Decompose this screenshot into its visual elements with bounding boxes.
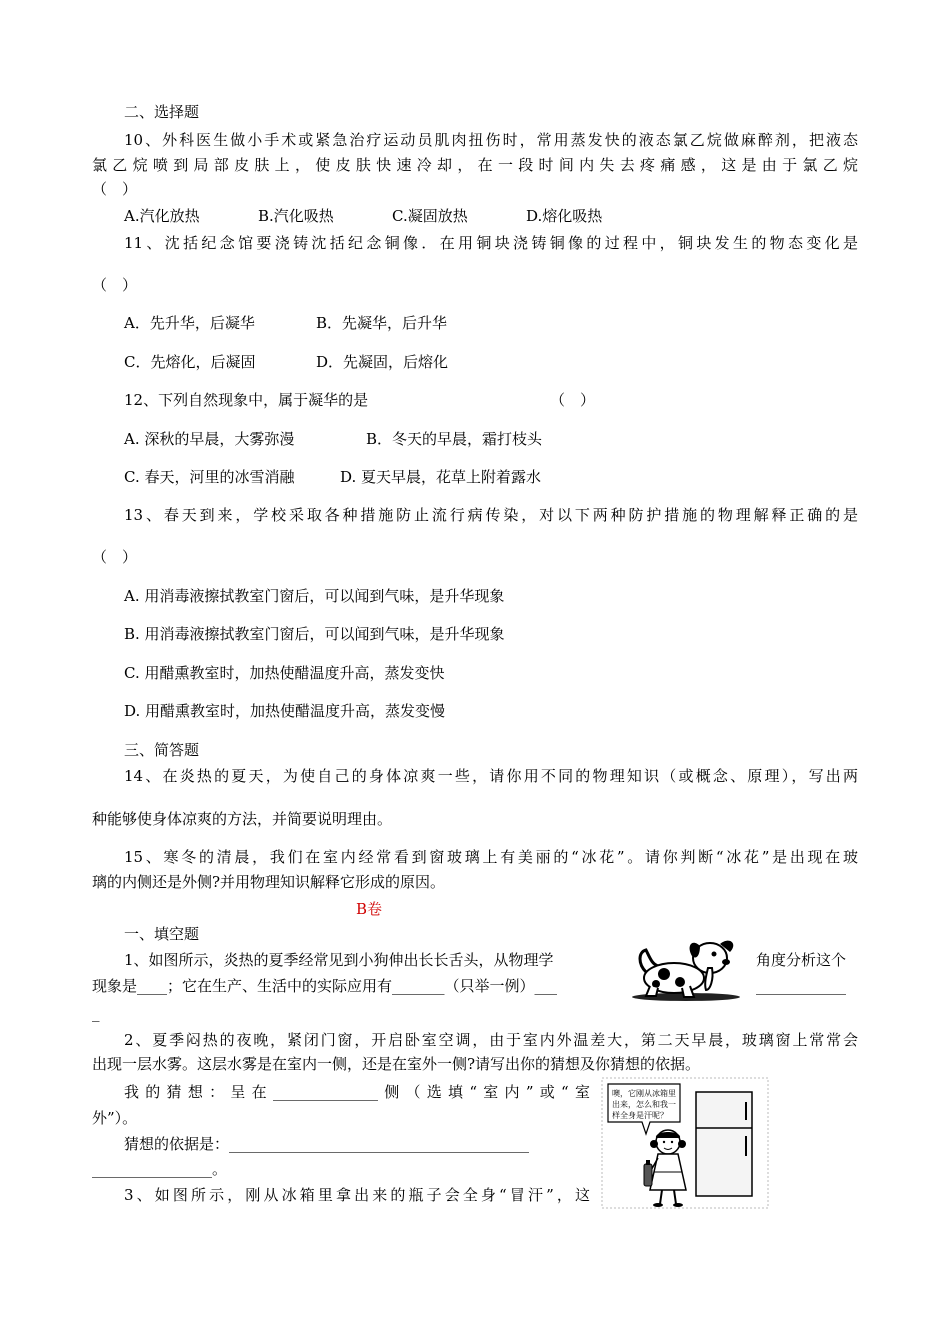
b2-line2: 出现一层水雾。这层水雾是在室内一侧，还是在室外一侧?请写出你的猜想及你猜想的依据。 (92, 1055, 701, 1073)
bubble-line-2: 出来，怎么和我一 (612, 1100, 676, 1109)
b1-line2: 现象是____；它在生产、生活中的实际应用有_______（只举一例）___ (92, 977, 558, 995)
q10-option-a: A.汽化放热 (124, 207, 200, 225)
q13-line1: 13、春天到来，学校采取各种措施防止流行病传染，对以下两种防护措施的物理解释正确的是 (124, 506, 858, 524)
q12-option-a: A. 深秋的早晨，大雾弥漫 (124, 430, 295, 448)
q12-paren: （ ） (550, 391, 596, 409)
q10-line2: 氯乙烷喷到局部皮肤上，使皮肤快速冷却，在一段时间内失去疼痛感，这是由于氯乙烷 (92, 156, 858, 174)
q13-paren: （ ） (92, 548, 138, 566)
q11-paren: （ ） (92, 276, 138, 294)
b2-basis-line2: ________________。 (92, 1160, 228, 1178)
b-section-1-title: 一、填空题 (124, 925, 200, 943)
q13-option-b: B. 用消毒液擦拭教室门窗后，可以闻到气味，是升华现象 (124, 625, 505, 643)
q10-option-b: B.汽化吸热 (258, 207, 334, 225)
q13-option-d: D. 用醋熏教室时，加热使醋温度升高，蒸发变慢 (124, 702, 446, 720)
b1-line1-left: 1、如图所示，炎热的夏季经常见到小狗伸出长长舌头，从物理学 (124, 951, 554, 969)
girl-fridge-illustration (600, 1076, 770, 1210)
q11-option-c: C．先熔化，后凝固 (124, 353, 256, 371)
q11-option-d: D．先凝固，后熔化 (316, 353, 449, 371)
q15-line2: 璃的内侧还是外侧?并用物理知识解释它形成的原因。 (92, 873, 446, 891)
q11-option-a: A．先升华，后凝华 (124, 314, 255, 332)
q10-line1: 10、外科医生做小手术或紧急治疗运动员肌肉扭伤时，常用蒸发快的液态氯乙烷做麻醉剂，把液态 (124, 131, 858, 149)
bubble-line-3: 样全身是汗呢？ (612, 1111, 668, 1120)
b2-guess-line1: 我的猜想：呈在______________侧（选填“室内”或“室 (124, 1083, 590, 1101)
paper-b-title: B卷 (356, 900, 383, 918)
b1-line2-right: ____________ (756, 977, 846, 995)
b3-line1: 3、如图所示，刚从冰箱里拿出来的瓶子会全身“冒汗”，这 (124, 1186, 590, 1204)
q11-line1: 11、沈括纪念馆要浇铸沈括纪念铜像．在用铜块浇铸铜像的过程中，铜块发生的物态变化是 (124, 234, 858, 252)
q10-paren: （ ） (92, 180, 138, 198)
b2-guess-line2: 外”）。 (92, 1109, 138, 1127)
q13-option-c: C. 用醋熏教室时，加热使醋温度升高，蒸发变快 (124, 664, 445, 682)
q14-line2: 种能够使身体凉爽的方法，并简要说明理由。 (92, 810, 393, 828)
q12-option-c: C. 春天，河里的冰雪消融 (124, 468, 295, 486)
q13-option-a: A. 用消毒液擦拭教室门窗后，可以闻到气味，是升华现象 (124, 587, 505, 605)
b1-line1-right: 角度分析这个 (756, 951, 847, 969)
section-3-title: 三、简答题 (124, 741, 200, 759)
q10-option-c: C.凝固放热 (392, 207, 468, 225)
q11-option-b: B．先凝华，后升华 (316, 314, 448, 332)
q12-line1: 12、下列自然现象中，属于凝华的是 (124, 391, 369, 409)
dog-illustration (624, 934, 750, 1002)
b2-line1: 2、夏季闷热的夜晚，紧闭门窗，开启卧室空调，由于室内外温差大，第二天早晨，玻璃窗上常常会 (124, 1031, 858, 1049)
q14-line1: 14、在炎热的夏天，为使自己的身体凉爽一些，请你用不同的物理知识（或概念、原理），写出两 (124, 767, 858, 785)
q10-option-d: D.熔化吸热 (526, 207, 603, 225)
section-2-title: 二、选择题 (124, 103, 200, 121)
bubble-line-1: 噢，它刚从冰箱里 (612, 1089, 676, 1098)
q12-option-d: D. 夏天早晨，花草上附着露水 (340, 468, 542, 486)
b2-basis-line1: 猜想的依据是：________________________________________ (124, 1135, 530, 1153)
q15-line1: 15、寒冬的清晨，我们在室内经常看到窗玻璃上有美丽的“冰花”。请你判断“冰花”是出现在玻 (124, 848, 858, 866)
q12-option-b: B．冬天的早晨，霜打枝头 (366, 430, 543, 448)
b1-line3: _ (92, 1004, 100, 1022)
